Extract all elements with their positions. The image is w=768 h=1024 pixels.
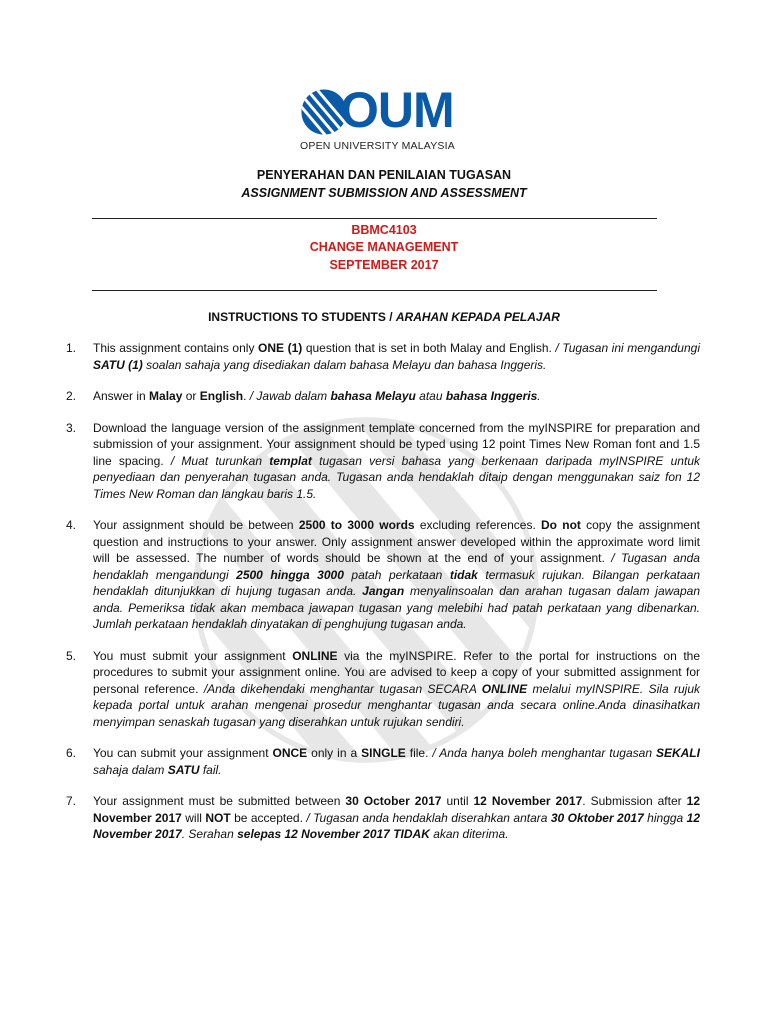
instruction-text: 2500 to 3000 words [298,518,415,532]
instruction-text: You can submit your assignment [93,746,273,760]
instruction-text: tidak [449,567,478,582]
instruction-text: file. [405,746,433,760]
instruction-text: / Tugasan anda hendaklah mengandungi [93,551,700,582]
logo-wordmark: OUM [340,82,454,138]
instruction-text: NOT [205,810,231,825]
instruction-text: ONE (1) [258,341,303,355]
instruction-text: soalan sahaja yang disediakan dalam bahasa Melayu dan bahasa Inggeris. [142,357,547,372]
instruction-text: termasuk rujukan. Bilangan perkataan hendaklah ditunjukkan di hujung tugasan anda. [93,567,701,598]
instruction-text: bahasa Melayu [330,389,416,403]
instruction-text: be accepted. [230,810,307,825]
instruction-text: You must submit your assignment [93,648,293,663]
instruction-text: question that is set in both Malay and English. [302,341,556,355]
instruction-item [66,793,700,843]
course-code: BBMC4103 [351,223,417,237]
instruction-text: until [441,794,474,808]
instructions-heading-sep: / [385,310,396,324]
instructions-heading-ms: ARAHAN KEPADA PELAJAR [395,310,560,324]
instruction-item [66,388,700,405]
divider-bottom [92,290,657,291]
instruction-number: 4. [66,518,77,532]
instruction-text: . Submission after [582,794,687,808]
instruction-text: . [243,389,250,403]
instruction-text: ONLINE [292,648,338,663]
instruction-text: menyalinsoalan dan arahan tugasan dalam jawapan anda. Pemeriksa tidak akan membaca jawapan tugasan yang melebihi had patah perkataan yang dibenarkan. Jumlah perkataan hendaklah dinyatakan di penghujung tugasan anda. [93,584,700,631]
instruction-text: melalui myINSPIRE. Sila rujuk kepada portal untuk arahan mengenai prosedur menghantar tugasan anda secara online.Anda dinasihatkan menyimpan senaskah tugasan yang diserahkan untuk rujukan sendiri. [93,681,701,729]
instruction-text: Do not [541,518,581,532]
instruction-text: or [182,389,200,403]
instruction-text: SEKALI [655,746,700,760]
instruction-text: English [199,389,244,403]
instruction-text: 12 November 2017 [473,794,583,808]
instructions-heading-en: INSTRUCTIONS TO STUDENTS [208,310,386,324]
instruction-text: . Serahan [181,827,238,841]
instruction-item [66,648,700,731]
instruction-text: 12 November 2017 [93,810,700,841]
instruction-text: . [537,389,541,403]
semester: SEPTEMBER 2017 [329,258,439,272]
instruction-text: akan diterima. [429,827,509,841]
instruction-text: / Tugasan ini mengandungi [555,341,700,355]
instruction-number: 6. [66,746,77,760]
instruction-text: 30 Oktober 2017 [550,810,644,825]
course-name: CHANGE MANAGEMENT [309,240,459,254]
instruction-text: atau [415,389,446,403]
instruction-number: 5. [66,648,77,663]
instruction-text: patah perkataan [343,567,450,582]
instruction-text: hingga [643,810,687,825]
instruction-item [66,420,700,503]
instruction-text: /Anda dikehendaki menghantar tugasan SECARA [203,681,482,696]
instruction-text: Download the language version of the assignment template concerned from the myINSPIRE for preparation and submission of your assignment. Your assignment should be typed using 12 point Times New Roman font and 1.5 line spacing. [93,420,700,468]
instruction-text: Your assignment must be submitted between [93,794,346,808]
instruction-text: tugasan versi bahasa yang berkenaan daripada myINSPIRE untuk penyediaan dan penyerahan tugasan anda. Tugasan anda hendaklah ditaip dengan menggunakan saiz fon 12 Times New Roman dan langkau baris 1.5. [93,453,700,501]
instruction-text: SATU (1) [93,357,143,372]
instruction-item [66,340,700,373]
instruction-text: / Tugasan anda hendaklah diserahkan antara [306,810,551,825]
divider-top [92,218,657,219]
instruction-text: 12 November 2017 [93,794,700,825]
instruction-text: will [181,810,206,825]
instruction-number: 1. [66,341,77,355]
instructions-list [66,340,700,858]
instruction-text: / Jawab dalam [249,389,331,403]
instruction-text: templat [269,453,312,468]
logo-subtitle: OPEN UNIVERSITY MALAYSIA [300,140,455,152]
instruction-text: selepas 12 November 2017 TIDAK [237,827,430,841]
instruction-item [66,745,700,778]
instruction-text: bahasa Inggeris [445,389,538,403]
instruction-text: Your assignment should be between [93,518,299,532]
instruction-text: Malay [149,389,183,403]
instruction-text: This assignment contains only [93,341,259,355]
instruction-text: only in a [307,746,362,760]
oum-logo [0,82,768,158]
instruction-text: / Muat turunkan [170,453,270,468]
instruction-text: 30 October 2017 [345,794,442,808]
instruction-text: copy the assignment question and instructions to your answer. Only assignment answer developed within the approximate word limit will be assessed. The number of words should be shown at the end of your assignment. [93,518,700,565]
instruction-text: fail. [199,762,222,777]
title-malay: PENYERAHAN DAN PENILAIAN TUGASAN [256,168,512,182]
instructions-heading [0,310,768,324]
instruction-number: 7. [66,794,77,808]
instruction-number: 3. [66,420,77,435]
instruction-text: SATU [167,762,200,777]
instruction-text: ONCE [272,746,308,760]
instruction-text: sahaja dalam [93,762,168,777]
title-english: ASSIGNMENT SUBMISSION AND ASSESSMENT [241,186,527,200]
instruction-text: Jangan [362,584,405,598]
instruction-text: via the myINSPIRE. Refer to the portal for instructions on the procedures to submit your assignment online. You are advised to keep a copy of your submitted assignment for personal reference. [93,648,700,696]
instruction-text: SINGLE [361,746,406,760]
instruction-item [66,517,700,633]
instruction-text: ONLINE [481,681,528,696]
instruction-text: 2500 hingga 3000 [236,567,344,582]
instruction-text: / Anda hanya boleh menghantar tugasan [432,746,656,760]
instruction-text: excluding references. [414,518,542,532]
instruction-number: 2. [66,389,77,403]
instruction-text: Answer in [93,389,150,403]
